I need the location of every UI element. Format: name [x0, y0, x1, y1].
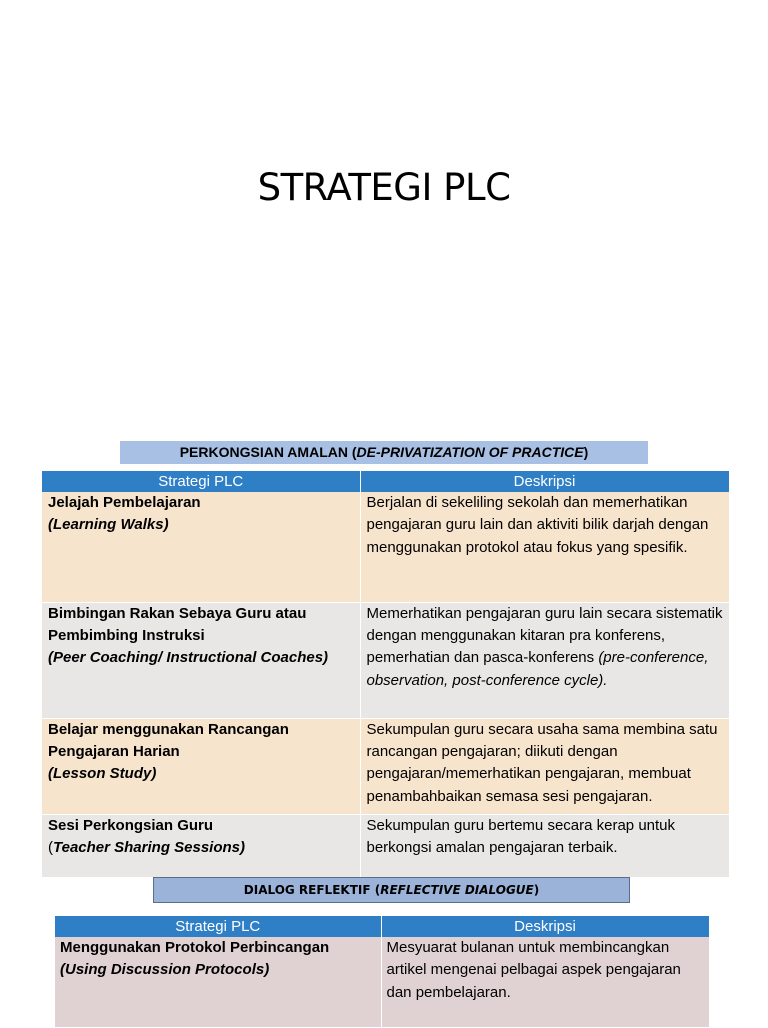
strategy-name: Jelajah Pembelajaran: [48, 494, 201, 511]
strategy-desc-cell: [360, 718, 729, 814]
strategy-name: Belajar menggunakan Rancangan: [48, 720, 289, 738]
strategy-name-cell: [42, 814, 360, 877]
section-header-italic: REFLECTIVE DIALOGUE: [380, 883, 534, 897]
strategy-desc: Mesyuarat bulanan untuk membincangkan artikel mengenai pelbagai aspek pengajaran dan pembelajaran.: [386, 939, 681, 1001]
strategy-name-en: (Peer Coaching/ Instructional Coaches): [48, 649, 329, 667]
section-header-suffix: ): [533, 883, 540, 897]
table-row: [42, 814, 729, 877]
strategy-desc: Sekumpulan guru bertemu secara kerap untuk berkongsi amalan pengajaran terbaik.: [366, 816, 676, 856]
strategy-name-en-line: [48, 837, 354, 859]
strategy-desc-cell: [360, 492, 729, 602]
strategy-name-line2: Pembimbing Instruksi: [48, 626, 205, 644]
section-header-dialog: [153, 877, 630, 903]
column-header-strategi: Strategi PLC: [55, 916, 381, 937]
table-row: [55, 937, 709, 1027]
strategy-desc-cell: [381, 937, 709, 1027]
column-header-deskripsi: Deskripsi: [381, 916, 709, 937]
strategy-name: Menggunakan Protokol Perbincangan: [60, 939, 330, 956]
strategy-desc-cell: [360, 602, 729, 718]
section-header-text: PERKONGSIAN AMALAN (: [179, 444, 357, 460]
table-row: [42, 602, 729, 718]
strategy-desc-en: (pre-conference, observation, post-conference cycle).: [366, 649, 709, 689]
strategy-name-en: (Using Discussion Protocols): [60, 961, 270, 979]
page-title: STRATEGI PLC: [257, 166, 511, 209]
strategy-desc: Memerhatikan pengajaran guru lain secara sistematik dengan menggunakan kitaran pra konferens, pemerhatian dan pasca-konferens: [366, 604, 723, 667]
section-header-italic: DE-PRIVATIZATION OF PRACTICE: [356, 444, 584, 460]
column-header-deskripsi: Deskripsi: [360, 471, 729, 492]
strategy-desc: Sekumpulan guru secara usaha sama membina satu rancangan pengajaran; diikuti dengan pengajaran/memerhatikan pengajaran, membuat penambahbaikan semasa sesi pengajaran.: [366, 720, 718, 805]
section-header-text: DIALOG REFLEKTIF (: [243, 883, 381, 897]
paren: (: [48, 838, 53, 856]
table-row: [42, 492, 729, 602]
section-header-perkongsian: [120, 441, 648, 464]
strategy-name-cell: [42, 602, 360, 718]
table-row: [42, 718, 729, 814]
strategy-name-cell: [42, 718, 360, 814]
strategy-name-cell: [42, 492, 360, 602]
strategy-name-cell: [55, 937, 381, 1027]
column-header-strategi: Strategi PLC: [42, 471, 360, 492]
strategy-name-en: Teacher Sharing Sessions): [53, 838, 246, 856]
strategy-table-dialog: [55, 916, 710, 1028]
strategy-name: Sesi Perkongsian Guru: [48, 816, 214, 834]
strategy-name-line2: Pengajaran Harian: [48, 742, 180, 760]
section-header-suffix: ): [583, 444, 589, 460]
strategy-name-en: (Lesson Study): [48, 765, 157, 783]
strategy-name-en: (Learning Walks): [48, 516, 169, 534]
strategy-desc-cell: [360, 814, 729, 877]
strategy-name: Bimbingan Rakan Sebaya Guru atau: [48, 604, 307, 622]
strategy-desc: Berjalan di sekeliling sekolah dan memerhatikan pengajaran guru lain dan aktiviti bilik darjah dengan menggunakan protokol atau fokus yang spesifik.: [366, 494, 709, 556]
strategy-table-perkongsian: [42, 471, 730, 878]
